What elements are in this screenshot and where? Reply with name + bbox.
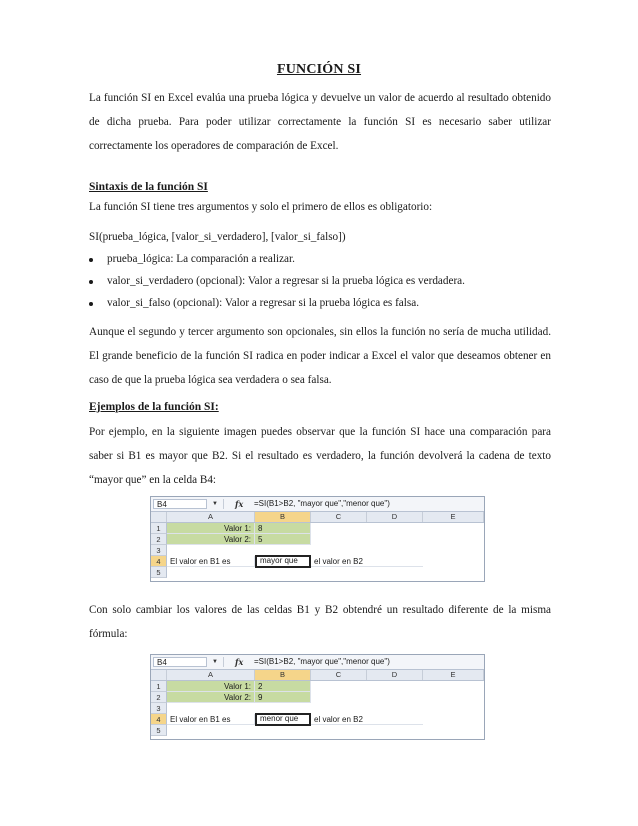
cell-a1[interactable]: Valor 1: bbox=[167, 523, 255, 534]
excel-screenshot-1 bbox=[150, 496, 485, 582]
row-header[interactable]: 2 bbox=[151, 692, 167, 703]
column-header[interactable]: B bbox=[255, 670, 311, 680]
chevron-down-icon[interactable]: ▼ bbox=[212, 659, 218, 665]
column-header[interactable]: D bbox=[367, 512, 423, 522]
syntax-line: La función SI tiene tres argumentos y solo el primero de ellos es obligatorio: bbox=[89, 201, 433, 213]
cell-c4[interactable]: el valor en B2 bbox=[311, 714, 423, 725]
syntax-heading: Sintaxis de la función SI bbox=[89, 181, 208, 193]
divider bbox=[223, 657, 224, 667]
cell-c4[interactable]: el valor en B2 bbox=[311, 556, 423, 567]
row-header[interactable]: 5 bbox=[151, 725, 167, 736]
select-all-corner[interactable] bbox=[151, 670, 167, 680]
column-header[interactable]: C bbox=[311, 512, 367, 522]
formula-input[interactable]: =SI(B1>B2, "mayor que","menor que") bbox=[254, 657, 390, 666]
formula-bar bbox=[151, 497, 484, 512]
name-box[interactable]: B4 bbox=[153, 499, 207, 509]
column-header-row bbox=[151, 670, 484, 681]
cell-a4[interactable]: El valor en B1 es bbox=[167, 556, 255, 567]
bullet-icon bbox=[89, 280, 93, 284]
examples-paragraph: Por ejemplo, en la siguiente imagen puedes observar que la función SI hace una comparación para saber si B1 es mayor que B2. Si el resultado es verdadero, la función devolverá la cadena de texto “mayor que” en la celda B4: bbox=[89, 426, 551, 486]
cell-a4[interactable]: El valor en B1 es bbox=[167, 714, 255, 725]
row-header[interactable]: 4 bbox=[151, 556, 167, 567]
column-header[interactable]: A bbox=[167, 670, 255, 680]
row-header[interactable]: 4 bbox=[151, 714, 167, 725]
cell-a2[interactable]: Valor 2: bbox=[167, 534, 255, 545]
column-header[interactable]: A bbox=[167, 512, 255, 522]
page-title: FUNCIÓN SI bbox=[276, 62, 362, 77]
note-paragraph: Aunque el segundo y tercer argumento son opcionales, sin ellos la función no sería de mucha utilidad. El grande beneficio de la función SI radica en poder indicar a Excel el valor que deseamos obtener en caso de que la prueba lógica sea verdadera o sea falsa. bbox=[89, 326, 551, 386]
select-all-corner[interactable] bbox=[151, 512, 167, 522]
row-header[interactable]: 3 bbox=[151, 703, 167, 714]
fx-icon[interactable]: fx bbox=[235, 657, 244, 667]
row-header[interactable]: 1 bbox=[151, 681, 167, 692]
bullet-text: prueba_lógica: La comparación a realizar. bbox=[107, 253, 295, 265]
column-header[interactable]: D bbox=[367, 670, 423, 680]
cell-b2[interactable]: 5 bbox=[255, 534, 311, 545]
bullet-text: valor_si_falso (opcional): Valor a regresar si la prueba lógica es falsa. bbox=[107, 297, 419, 309]
cell-b4[interactable]: mayor que bbox=[255, 555, 311, 568]
column-header[interactable]: C bbox=[311, 670, 367, 680]
column-header-row bbox=[151, 512, 484, 523]
name-box[interactable]: B4 bbox=[153, 657, 207, 667]
cell-b1[interactable]: 2 bbox=[255, 681, 311, 692]
column-header[interactable]: E bbox=[423, 670, 484, 680]
cell-b1[interactable]: 8 bbox=[255, 523, 311, 534]
cell-a1[interactable]: Valor 1: bbox=[167, 681, 255, 692]
divider bbox=[223, 499, 224, 509]
cell-b4[interactable]: menor que bbox=[255, 713, 311, 726]
examples-paragraph-2: Con solo cambiar los valores de las celdas B1 y B2 obtendré un resultado diferente de la misma fórmula: bbox=[89, 604, 551, 640]
chevron-down-icon[interactable]: ▼ bbox=[212, 501, 218, 507]
intro-paragraph: La función SI en Excel evalúa una prueba lógica y devuelve un valor de acuerdo al resultado obtenido de dicha prueba. Para poder utilizar correctamente la función SI es necesario saber utilizar correctamente los operadores de comparación de Excel. bbox=[89, 92, 551, 152]
syntax-signature: SI(prueba_lógica, [valor_si_verdadero], [valor_si_falso]) bbox=[89, 231, 346, 243]
column-header[interactable]: E bbox=[423, 512, 484, 522]
cell-b2[interactable]: 9 bbox=[255, 692, 311, 703]
column-header[interactable]: B bbox=[255, 512, 311, 522]
fx-icon[interactable]: fx bbox=[235, 499, 244, 509]
row-header[interactable]: 5 bbox=[151, 567, 167, 578]
formula-bar bbox=[151, 655, 484, 670]
cell-a2[interactable]: Valor 2: bbox=[167, 692, 255, 703]
row-header[interactable]: 1 bbox=[151, 523, 167, 534]
row-header[interactable]: 2 bbox=[151, 534, 167, 545]
excel-screenshot-2 bbox=[150, 654, 485, 740]
row-header[interactable]: 3 bbox=[151, 545, 167, 556]
formula-input[interactable]: =SI(B1>B2, "mayor que","menor que") bbox=[254, 499, 390, 508]
examples-heading: Ejemplos de la función SI: bbox=[89, 401, 219, 413]
bullet-icon bbox=[89, 258, 93, 262]
bullet-text: valor_si_verdadero (opcional): Valor a regresar si la prueba lógica es verdadera. bbox=[107, 275, 465, 287]
bullet-icon bbox=[89, 302, 93, 306]
